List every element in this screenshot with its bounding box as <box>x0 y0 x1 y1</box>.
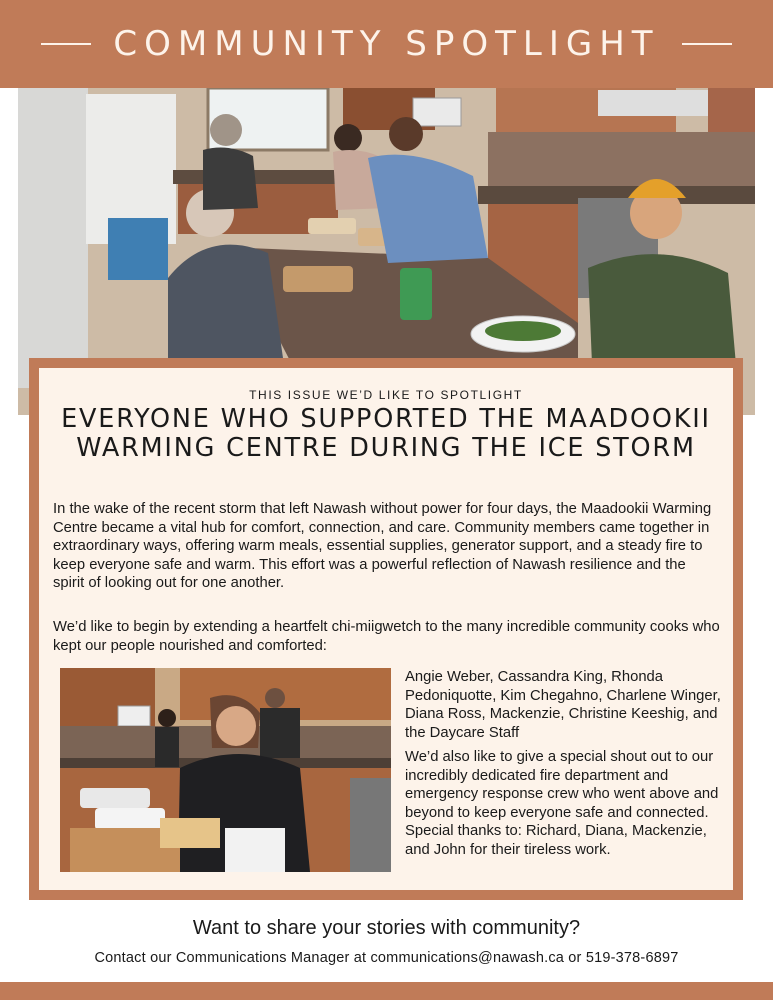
spotlight-eyebrow: THIS ISSUE WE’D LIKE TO SPOTLIGHT <box>249 388 523 402</box>
cooks-list: Angie Weber, Cassandra King, Rhonda Pedoniquotte, Kim Chegahno, Charlene Winger, Diana Ross, Mackenzie, Christine Keeshig, and the Daycare Staff <box>405 669 721 741</box>
banner-title: COMMUNITY SPOTLIGHT <box>113 24 660 64</box>
spotlight-headline: EVERYONE WHO SUPPORTED THE MAADOOKII WARMING CENTRE DURING THE ICE STORM <box>61 404 711 463</box>
banner-rule-left <box>41 43 91 45</box>
bottom-bar <box>0 982 773 1000</box>
kitchen-photo <box>60 668 391 872</box>
footer-cta: Want to share your stories with community? <box>192 917 581 939</box>
shout-out-paragraph: We’d also like to give a special shout out to our incredibly dedicated fire department and emergency response crew who went above and beyond to keep everyone safe and connected. Special thanks to: Richard, Diana, Mackenzie, and John for their tireless work. <box>405 749 719 858</box>
banner-rule-right <box>682 43 732 45</box>
top-banner <box>0 0 773 88</box>
spotlight-card-frame <box>29 358 743 900</box>
spotlight-card <box>39 368 733 890</box>
kitchen-photo-illustration <box>60 668 391 872</box>
intro-paragraph: In the wake of the recent storm that left Nawash without power for four days, the Maadookii Warming Centre became a vital hub for comfort, connection, and care. Community members came together in extraordinary ways, offering warm meals, essential supplies, generator support, and a steady fire to keep everyone safe and warm. This effort was a powerful reflection of Nawash resilience and the spirit of looking out for one another. <box>53 501 712 591</box>
thanks-paragraph: We’d like to begin by extending a heartfelt chi-miigwetch to the many incredible community cooks who kept our people nourished and comforted: <box>53 619 720 654</box>
footer-contact: Contact our Communications Manager at communications@nawash.ca or 519-378-6897 <box>94 950 679 966</box>
